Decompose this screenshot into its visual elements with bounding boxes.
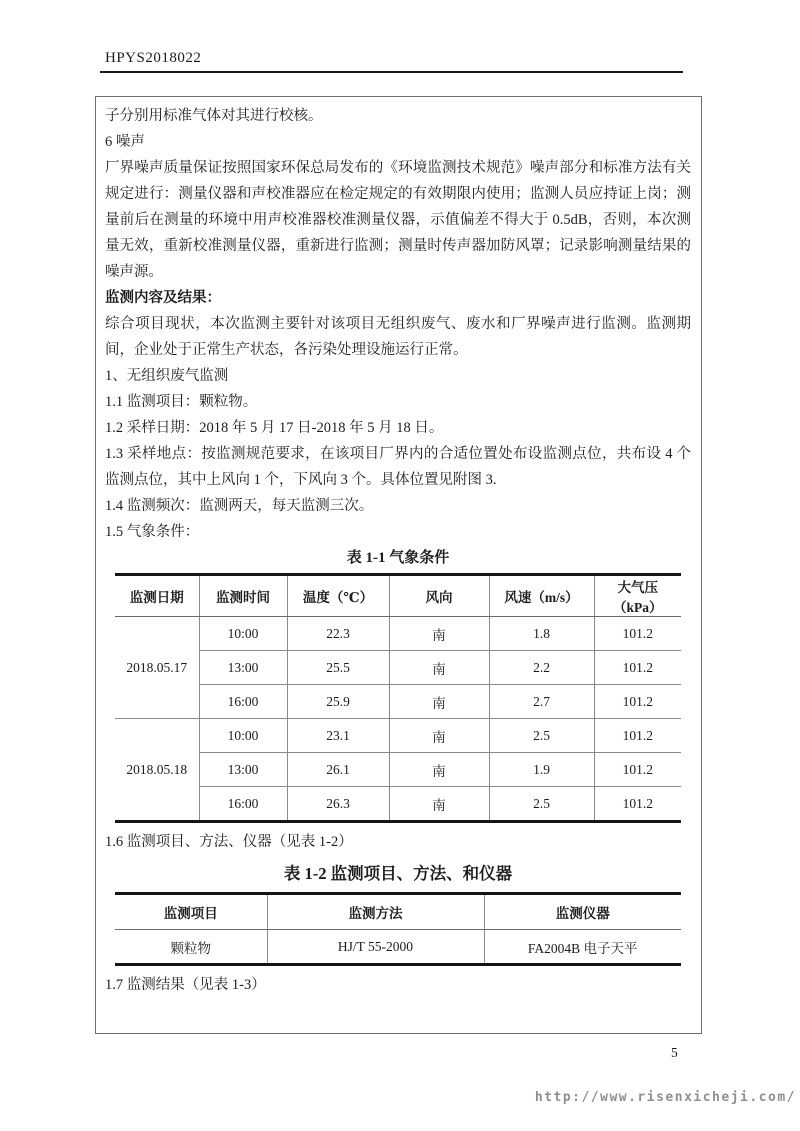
- table-cell: 101.2: [594, 719, 681, 753]
- table-cell: 南: [389, 787, 489, 822]
- table-cell: 南: [389, 719, 489, 753]
- list-item-1-5: 1.5 气象条件：: [105, 524, 200, 540]
- list-item-1-2: 1.2 采样日期：2018 年 5 月 17 日-2018 年 5 月 18 日。: [105, 420, 444, 436]
- table-cell: 南: [389, 651, 489, 685]
- list-item-1: 1、无组织废气监测: [105, 368, 229, 384]
- table-row: [115, 719, 681, 753]
- table-cell: 26.3: [287, 787, 389, 822]
- table-row: [115, 787, 681, 822]
- table-row: [115, 617, 681, 651]
- table-cell: 1.8: [489, 617, 594, 651]
- date-cell: 2018.05.18: [115, 719, 199, 822]
- table-cell: 10:00: [199, 719, 287, 753]
- table-cell: 101.2: [594, 617, 681, 651]
- table-row: [115, 651, 681, 685]
- table-cell: 南: [389, 685, 489, 719]
- table-cell: 101.2: [594, 685, 681, 719]
- column-header: 监测项目: [115, 894, 267, 930]
- table-row: [115, 753, 681, 787]
- table-cell: 1.9: [489, 753, 594, 787]
- table-cell: 25.5: [287, 651, 389, 685]
- table-cell: 2.5: [489, 719, 594, 753]
- watermark-url: http://www.risenxicheji.com/: [534, 1090, 796, 1105]
- paragraph: 厂界噪声质量保证按照国家环保总局发布的《环境监测技术规范》噪声部分和标准方法有关规定进行：测量仪器和声校准器应在检定规定的有效期限内使用；监测人员应持证上岗；测量前后在测量的环境中用声校准器校准测量仪器，示值偏差不得大于 0.5dB，否则，本次测量无效，重新校准测量仪器，重新进行监测；测量时传声器加防风罩；记录影响测量结果的噪声源。: [105, 160, 691, 280]
- paragraph: 综合项目现状，本次监测主要针对该项目无组织废气、废水和厂界噪声进行监测。监测期间，企业处于正常生产状态，各污染处理设施运行正常。: [105, 316, 691, 358]
- table-cell: 26.1: [287, 753, 389, 787]
- method-table-header-row: [115, 894, 681, 930]
- column-header: 大气压（kPa）: [594, 575, 681, 617]
- table-cell: 22.3: [287, 617, 389, 651]
- table-cell: 101.2: [594, 753, 681, 787]
- method-table-title: 表 1-2 监测项目、方法、和仪器: [283, 864, 513, 883]
- weather-table-title: 表 1-1 气象条件: [346, 550, 450, 566]
- table-cell: 101.2: [594, 787, 681, 822]
- method-table: [115, 892, 681, 966]
- date-cell: 2018.05.17: [115, 617, 199, 719]
- paragraph: 子分别用标准气体对其进行校核。: [105, 108, 323, 124]
- list-item-1-4: 1.4 监测频次：监测两天，每天监测三次。: [105, 498, 374, 514]
- column-header: 监测日期: [115, 575, 199, 617]
- page-number: 5: [671, 1045, 678, 1060]
- table-cell: 101.2: [594, 651, 681, 685]
- table-cell: 25.9: [287, 685, 389, 719]
- table-cell: FA2004B 电子天平: [484, 930, 681, 965]
- table-cell: 南: [389, 753, 489, 787]
- list-item-1-6: 1.6 监测项目、方法、仪器（见表 1-2）: [105, 834, 353, 850]
- column-header: 风向: [389, 575, 489, 617]
- table-cell: 23.1: [287, 719, 389, 753]
- table-cell: 颗粒物: [115, 930, 267, 965]
- table-cell: 16:00: [199, 685, 287, 719]
- table-cell: 13:00: [199, 651, 287, 685]
- table-cell: 2.2: [489, 651, 594, 685]
- section-heading-noise: 6 噪声: [105, 134, 145, 150]
- table-cell: 2.7: [489, 685, 594, 719]
- table-cell: 南: [389, 617, 489, 651]
- column-header: 风速（m/s）: [489, 575, 594, 617]
- report-code: HPYS2018022: [105, 50, 202, 66]
- weather-table: [115, 573, 681, 823]
- weather-table-header-row: [115, 575, 681, 617]
- document-content-frame: [95, 96, 702, 1034]
- table-row: [115, 930, 681, 965]
- column-header: 监测方法: [267, 894, 484, 930]
- column-header: 监测仪器: [484, 894, 681, 930]
- section-heading-results: 监测内容及结果：: [105, 290, 221, 306]
- column-header: 温度（℃）: [287, 575, 389, 617]
- table-cell: 2.5: [489, 787, 594, 822]
- list-item-1-7: 1.7 监测结果（见表 1-3）: [105, 977, 266, 993]
- table-row: [115, 685, 681, 719]
- column-header: 监测时间: [199, 575, 287, 617]
- header-divider: [100, 71, 683, 73]
- list-item-1-1: 1.1 监测项目：颗粒物。: [105, 394, 258, 410]
- list-item-1-3: 1.3 采样地点：按监测规范要求，在该项目厂界内的合适位置处布设监测点位，共布设 4 个监测点位，其中上风向 1 个，下风向 3 个。具体位置见附图 3.: [105, 446, 691, 488]
- table-cell: 16:00: [199, 787, 287, 822]
- table-cell: 10:00: [199, 617, 287, 651]
- table-cell: 13:00: [199, 753, 287, 787]
- table-cell: HJ/T 55-2000: [267, 930, 484, 965]
